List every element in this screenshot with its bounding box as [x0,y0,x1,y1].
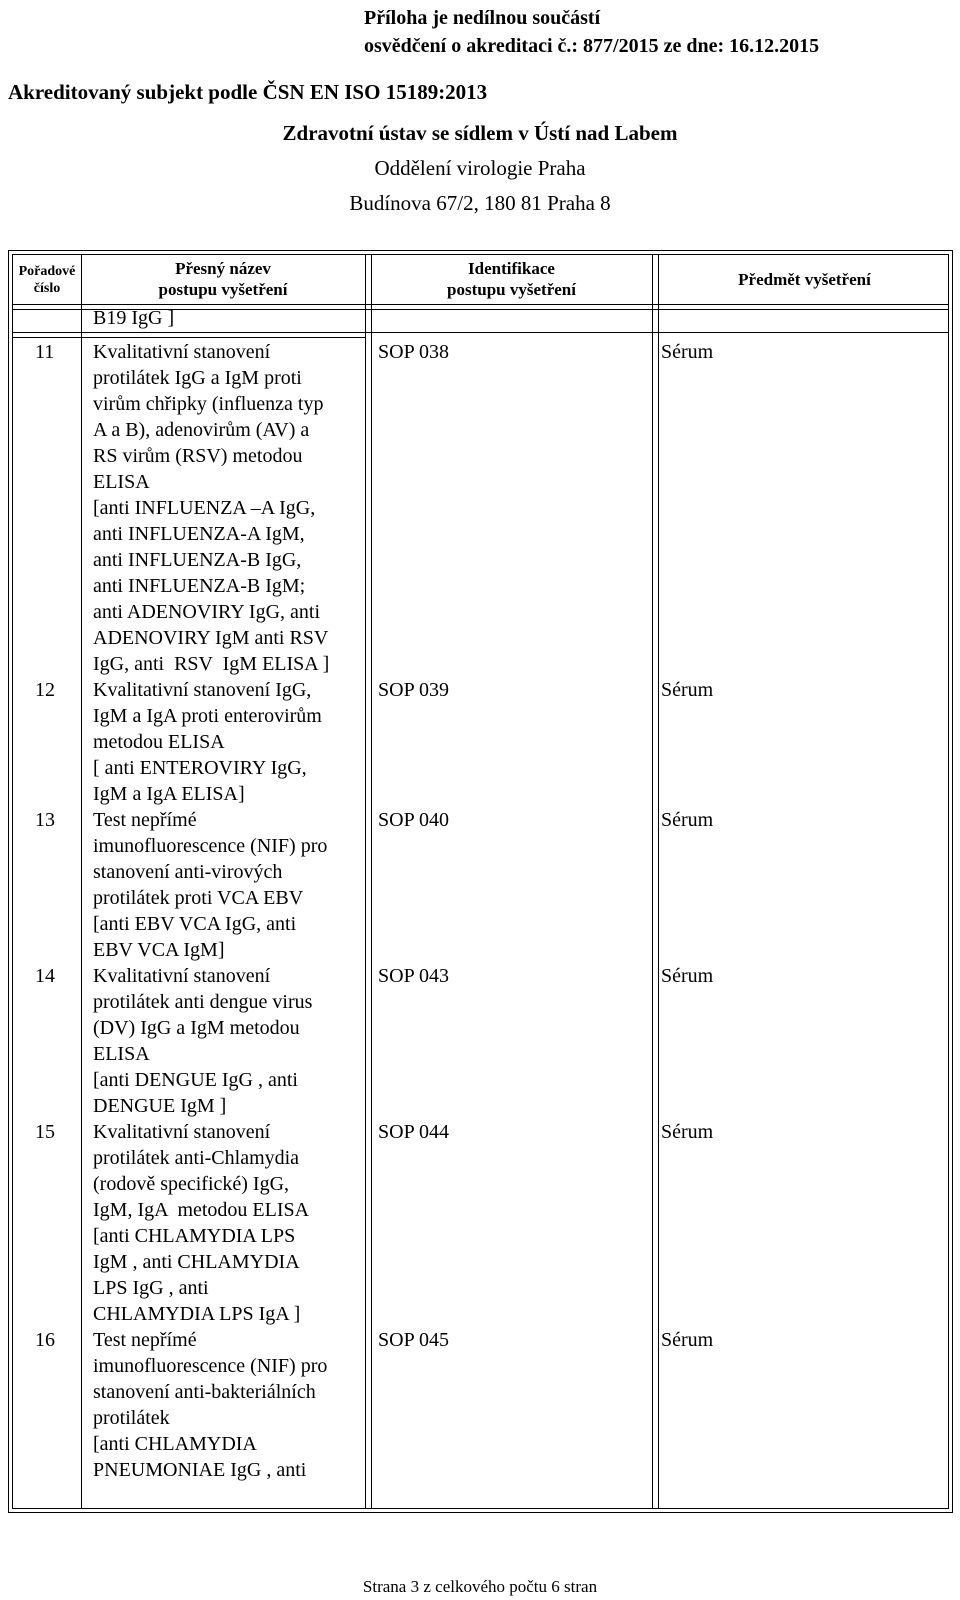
attachment-note-line2: osvědčení o akreditaci č.: 877/2015 ze dne: 16.12.2015 [364,35,820,57]
attachment-note-line1: Příloha je nedílnou součástí [364,7,601,29]
header-procedure-name-line2: postupu vyšetření [158,280,288,299]
procedure-name: Test nepřímé imunofluorescence (NIF) pro stanovení anti-bakteriálních protilátek [anti CHLAMYDIA PNEUMONIAE IgG , anti [93,1329,328,1481]
row-number: 15 [35,1121,55,1143]
page-footer: Strana 3 z celkového počtu 6 stran [362,1577,598,1596]
column-divider [365,255,366,1508]
sop-id: SOP 038 [378,341,449,363]
row-number: 14 [35,965,55,987]
header-order-number-line2: číslo [33,281,61,296]
header-order-number-line1: Pořadové [18,264,76,279]
header-order-number [13,263,81,297]
row-number: 12 [35,679,55,701]
procedure-name: Kvalitativní stanovení protilátek anti-Chlamydia (rodově specifické) IgG, IgM, IgA metodou ELISA [anti CHLAMYDIA LPS IgM , anti CHLAMYDIA LPS IgG , anti CHLAMYDIA LPS IgA ] [93,1121,310,1325]
header-procedure-name-line1: Přesný název [175,259,271,278]
header-procedure-id [371,258,652,300]
address: Budínova 67/2, 180 81 Praha 8 [349,191,611,215]
procedure-name: Test nepřímé imunofluorescence (NIF) pro stanovení anti-virových protilátek proti VCA EBV [anti EBV VCA IgG, anti EBV VCA IgM] [93,809,328,961]
header-procedure-name [81,258,365,300]
continuation-text: B19 IgG ] [93,307,175,329]
subject: Sérum [661,679,714,701]
procedure-name: Kvalitativní stanovení protilátek anti dengue virus (DV) IgG a IgM metodou ELISA [anti DENGUE IgG , anti DENGUE IgM ] [93,965,313,1117]
header-procedure-id-line1: Identifikace [468,259,555,278]
organization-name: Zdravotní ústav se sídlem v Ústí nad Labem [282,121,678,145]
procedures-table [8,250,953,1513]
sop-id: SOP 039 [378,679,449,701]
header-divider [13,337,365,338]
attachment-note [364,4,819,60]
column-divider [371,255,372,1508]
column-divider [81,255,82,1508]
row-number: 11 [35,341,55,363]
column-divider [652,255,653,1508]
row-number: 13 [35,809,55,831]
accreditation-title: Akreditovaný subjekt podle ČSN EN ISO 15189:2013 [8,80,488,104]
header-procedure-id-line2: postupu vyšetření [447,280,576,299]
subject: Sérum [661,1121,714,1143]
sop-id: SOP 044 [378,1121,449,1143]
procedure-name: Kvalitativní stanovení IgG, IgM a IgA proti enterovirům metodou ELISA [ anti ENTEROVIRY IgG, IgM a IgA ELISA] [93,679,322,805]
subject: Sérum [661,1329,714,1351]
column-divider [658,255,659,1508]
subject: Sérum [661,965,714,987]
header-divider [13,332,948,333]
sop-id: SOP 040 [378,809,449,831]
row-number: 16 [35,1329,55,1351]
table-inner-frame [12,254,949,1509]
procedure-name: Kvalitativní stanovení protilátek IgG a IgM proti virům chřipky (influenza typ A a B), adenovirům (AV) a RS virům (RSV) metodou ELISA [anti INFLUENZA –A IgG, anti INFLUENZA-A IgM, anti INFLUENZA-B IgG, anti INFLUENZA-B IgM; anti ADENOVIRY IgG, anti ADENOVIRY IgM anti RSV IgG, anti RSV IgM ELISA ] [93,341,330,675]
sop-id: SOP 043 [378,965,449,987]
sop-id: SOP 045 [378,1329,449,1351]
department-name: Oddělení virologie Praha [374,156,586,180]
subject: Sérum [661,809,714,831]
subject: Sérum [661,341,714,363]
header-subject: Předmět vyšetření [738,270,871,289]
